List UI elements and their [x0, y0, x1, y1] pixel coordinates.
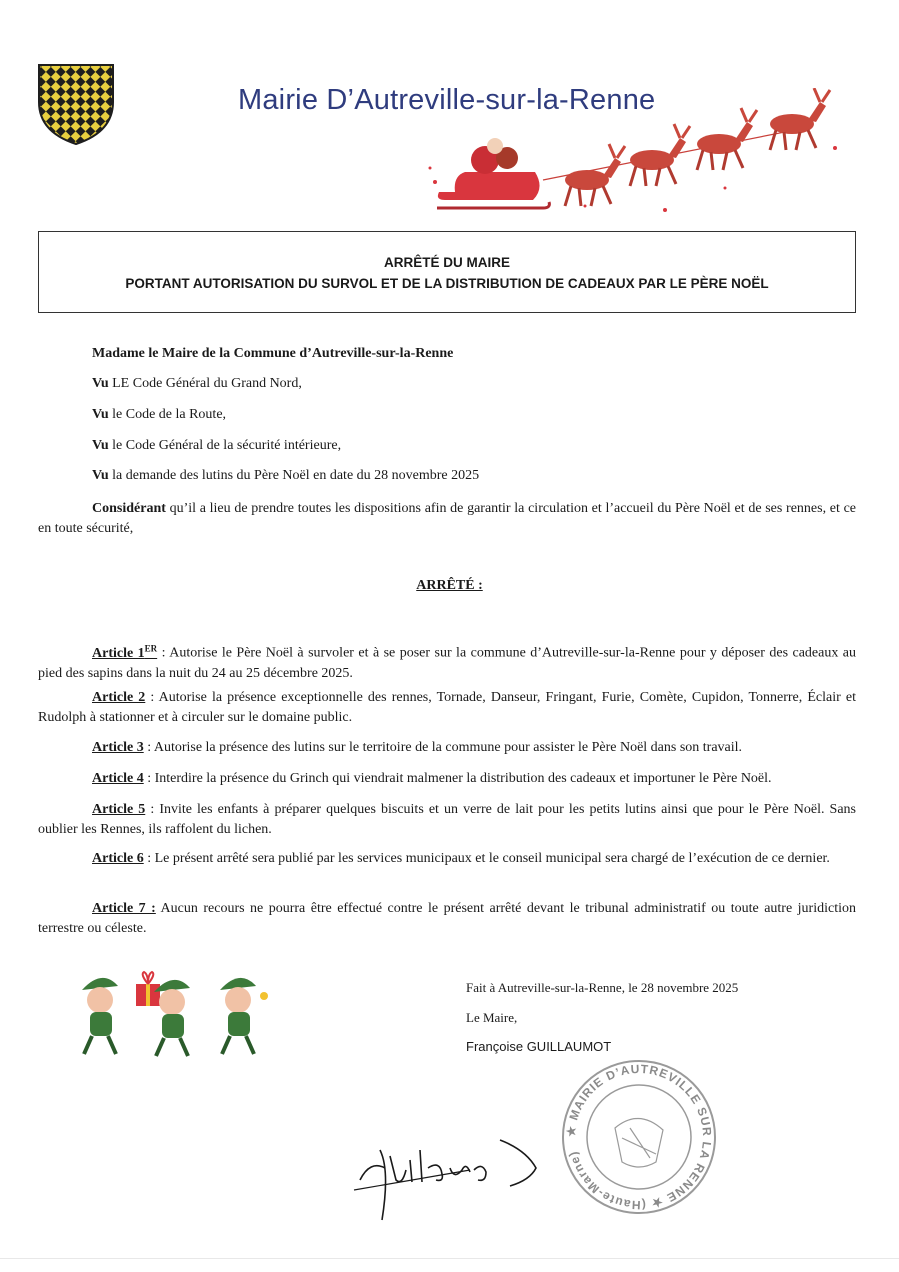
decree-heading: ARRÊTÉ DU MAIRE: [383, 255, 510, 270]
page-edge-line: [0, 1258, 899, 1259]
gift-icon: [136, 972, 160, 1006]
signatory-role: Le Maire,: [466, 1010, 518, 1025]
vu-line: Vu le Code de la Route,: [92, 407, 227, 422]
reindeer-icon: [565, 144, 625, 206]
elf-icon: [82, 978, 118, 1054]
official-stamp: [560, 1058, 718, 1216]
authority-line: Madame le Maire de la Commune d’Autreville-sur-la-Renne: [92, 346, 454, 361]
stamp-emblem-icon: [615, 1118, 663, 1167]
santa-sleigh-illustration: [425, 88, 855, 218]
page-title: Mairie D’Autreville-sur-la-Renne: [238, 84, 656, 116]
article-1: Article 1ER : Autorise le Père Noël à survoler et à se poser sur la commune d’Autreville-sur-la-Renne pour y déposer des cadeaux au pied des sapins dans la nuit du 24 au 25 décembre 2025.: [38, 643, 857, 681]
stamp-ring-text: ★ MAIRIE D’AUTREVILLE SUR LA RENNE ★ (Haute-Marne): [563, 1061, 715, 1213]
arrete-title: ARRÊTÉ :: [416, 578, 483, 593]
article-6: Article 6 : Le présent arrêté sera publié par les services municipaux et le conseil municipal sera chargé de l’exécution de ce dernier.: [92, 851, 830, 866]
vu-line: Vu la demande des lutins du Père Noël en date du 28 novembre 2025: [92, 468, 480, 483]
sleigh-icon: [437, 138, 549, 208]
article-3: Article 3 : Autorise la présence des lutins sur le territoire de la commune pour assister le Père Noël dans son travail.: [92, 740, 743, 755]
handwritten-signature: [350, 1110, 550, 1230]
vu-line: Vu LE Code Général du Grand Nord,: [92, 376, 302, 391]
elves-illustration: [72, 968, 272, 1060]
vu-line: Vu le Code Général de la sécurité intérieure,: [92, 438, 342, 453]
reindeer-icon: [630, 124, 690, 186]
article-2: Article 2 : Autorise la présence exceptionnelle des rennes, Tornade, Danseur, Fringant, Furie, Comète, Cupidon, Tonnerre, Éclair et Rudolph à stationner et à circuler sur le domaine public.: [38, 690, 856, 725]
article-7: Article 7 : Aucun recours ne pourra être effectué contre le présent arrêté devant le tribunal administratif ou toute autre juridiction terrestre ou céleste.: [38, 901, 856, 936]
article-5: Article 5 : Invite les enfants à préparer quelques biscuits et un verre de lait pour les petits lutins ainsi que pour le Père Noël. Sans oublier les Rennes, ils raffolent du lichen.: [38, 802, 856, 837]
place-date: Fait à Autreville-sur-la-Renne, le 28 novembre 2025: [466, 980, 739, 995]
elf-icon: [220, 978, 268, 1054]
municipal-crest-icon: [36, 62, 116, 146]
decree-subject: PORTANT AUTORISATION DU SURVOL ET DE LA DISTRIBUTION DE CADEAUX PAR LE PÈRE NOËL: [125, 276, 769, 291]
signatory-name: Françoise GUILLAUMOT: [466, 1039, 612, 1054]
decree-header-box: [38, 231, 856, 313]
reindeer-icon: [770, 88, 830, 150]
elf-icon: [154, 980, 190, 1056]
considerant-paragraph: Considérant qu’il a lieu de prendre toutes les dispositions afin de garantir la circulation et l’accueil du Père Noël et de ses rennes, et ce en toute sécurité,: [38, 501, 856, 536]
article-4: Article 4 : Interdire la présence du Grinch qui viendrait malmener la distribution des cadeaux et importuner le Père Noël.: [92, 771, 772, 786]
